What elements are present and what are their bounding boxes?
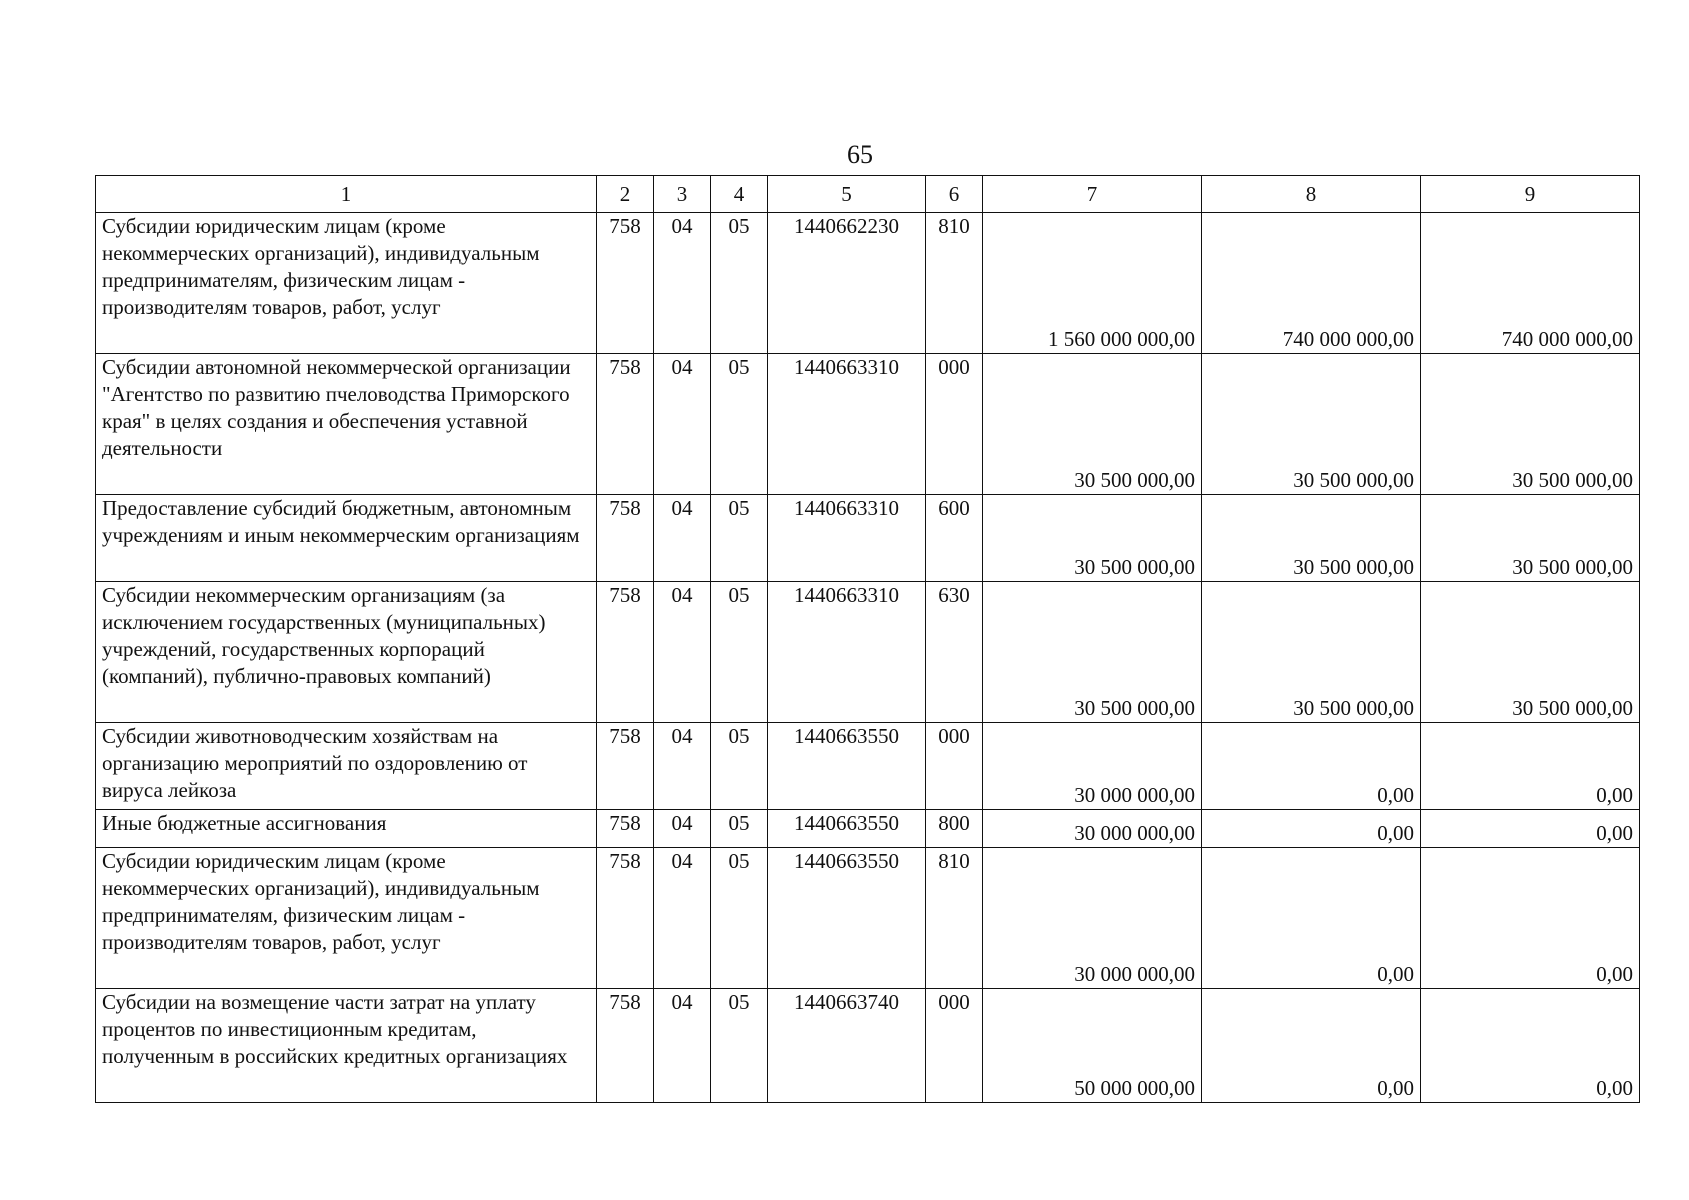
- target-article-code: 1440663310: [768, 354, 926, 495]
- subsection-code: 05: [711, 723, 768, 810]
- column-header: 1: [96, 176, 597, 213]
- section-code: 04: [654, 810, 711, 848]
- subsection-code: 05: [711, 582, 768, 723]
- expense-type-code: 000: [926, 354, 983, 495]
- amount-col8: 0,00: [1202, 989, 1421, 1103]
- amount-col7: 30 500 000,00: [983, 495, 1202, 582]
- target-article-code: 1440663550: [768, 723, 926, 810]
- row-description: Предоставление субсидий бюджетным, автономным учреждениям и иным некоммерческим организациям: [96, 495, 597, 582]
- row-description: Субсидии автономной некоммерческой организации "Агентство по развитию пчеловодства Приморского края" в целях создания и обеспечения уставной деятельности: [96, 354, 597, 495]
- section-code: 04: [654, 213, 711, 354]
- amount-col7: 1 560 000 000,00: [983, 213, 1202, 354]
- target-article-code: 1440663310: [768, 582, 926, 723]
- row-description: Субсидии некоммерческим организациям (за исключением государственных (муниципальных) учреждений, государственных корпораций (компаний), публично-правовых компаний): [96, 582, 597, 723]
- expense-type-code: 000: [926, 989, 983, 1103]
- ministry-code: 758: [597, 989, 654, 1103]
- ministry-code: 758: [597, 354, 654, 495]
- ministry-code: 758: [597, 582, 654, 723]
- amount-col7: 30 500 000,00: [983, 582, 1202, 723]
- table-row: [96, 354, 1640, 495]
- amount-col7: 30 500 000,00: [983, 354, 1202, 495]
- amount-col9: 740 000 000,00: [1421, 213, 1640, 354]
- table-header-row: [96, 176, 1640, 213]
- row-description: Субсидии юридическим лицам (кроме некоммерческих организаций), индивидуальным предпринимателям, физическим лицам - производителям товаров, работ, услуг: [96, 848, 597, 989]
- ministry-code: 758: [597, 848, 654, 989]
- amount-col8: 0,00: [1202, 723, 1421, 810]
- table-row: [96, 495, 1640, 582]
- page-number: 65: [847, 140, 873, 169]
- column-header: 8: [1202, 176, 1421, 213]
- amount-col8: 30 500 000,00: [1202, 582, 1421, 723]
- expense-type-code: 600: [926, 495, 983, 582]
- row-description: Субсидии животноводческим хозяйствам на организацию мероприятий по оздоровлению от вируса лейкоза: [96, 723, 597, 810]
- amount-col7: 30 000 000,00: [983, 810, 1202, 848]
- target-article-code: 1440663550: [768, 810, 926, 848]
- column-header: 2: [597, 176, 654, 213]
- table-row: [96, 213, 1640, 354]
- ministry-code: 758: [597, 495, 654, 582]
- row-description: Субсидии на возмещение части затрат на уплату процентов по инвестиционным кредитам, полученным в российских кредитных организациях: [96, 989, 597, 1103]
- target-article-code: 1440662230: [768, 213, 926, 354]
- expense-type-code: 810: [926, 213, 983, 354]
- target-article-code: 1440663550: [768, 848, 926, 989]
- subsection-code: 05: [711, 354, 768, 495]
- table-row: [96, 848, 1640, 989]
- subsection-code: 05: [711, 213, 768, 354]
- row-description: Субсидии юридическим лицам (кроме некоммерческих организаций), индивидуальным предпринимателям, физическим лицам - производителям товаров, работ, услуг: [96, 213, 597, 354]
- column-header: 6: [926, 176, 983, 213]
- expense-type-code: 000: [926, 723, 983, 810]
- amount-col7: 50 000 000,00: [983, 989, 1202, 1103]
- expense-type-code: 800: [926, 810, 983, 848]
- ministry-code: 758: [597, 723, 654, 810]
- column-header: 5: [768, 176, 926, 213]
- expense-type-code: 810: [926, 848, 983, 989]
- ministry-code: 758: [597, 213, 654, 354]
- amount-col9: 30 500 000,00: [1421, 495, 1640, 582]
- target-article-code: 1440663310: [768, 495, 926, 582]
- amount-col8: 740 000 000,00: [1202, 213, 1421, 354]
- column-header: 3: [654, 176, 711, 213]
- subsection-code: 05: [711, 495, 768, 582]
- section-code: 04: [654, 582, 711, 723]
- amount-col8: 0,00: [1202, 810, 1421, 848]
- column-header: 4: [711, 176, 768, 213]
- section-code: 04: [654, 989, 711, 1103]
- amount-col9: 0,00: [1421, 723, 1640, 810]
- column-header: 9: [1421, 176, 1640, 213]
- section-code: 04: [654, 723, 711, 810]
- target-article-code: 1440663740: [768, 989, 926, 1103]
- amount-col8: 30 500 000,00: [1202, 495, 1421, 582]
- table-row: [96, 989, 1640, 1103]
- amount-col9: 0,00: [1421, 810, 1640, 848]
- table-row: [96, 810, 1640, 848]
- subsection-code: 05: [711, 989, 768, 1103]
- expense-type-code: 630: [926, 582, 983, 723]
- table-row: [96, 723, 1640, 810]
- section-code: 04: [654, 495, 711, 582]
- subsection-code: 05: [711, 848, 768, 989]
- section-code: 04: [654, 354, 711, 495]
- budget-table: [95, 175, 1640, 1103]
- amount-col9: 0,00: [1421, 848, 1640, 989]
- amount-col9: 30 500 000,00: [1421, 582, 1640, 723]
- subsection-code: 05: [711, 810, 768, 848]
- amount-col9: 0,00: [1421, 989, 1640, 1103]
- amount-col8: 30 500 000,00: [1202, 354, 1421, 495]
- section-code: 04: [654, 848, 711, 989]
- amount-col8: 0,00: [1202, 848, 1421, 989]
- amount-col9: 30 500 000,00: [1421, 354, 1640, 495]
- ministry-code: 758: [597, 810, 654, 848]
- amount-col7: 30 000 000,00: [983, 848, 1202, 989]
- table-row: [96, 582, 1640, 723]
- row-description: Иные бюджетные ассигнования: [96, 810, 597, 848]
- column-header: 7: [983, 176, 1202, 213]
- amount-col7: 30 000 000,00: [983, 723, 1202, 810]
